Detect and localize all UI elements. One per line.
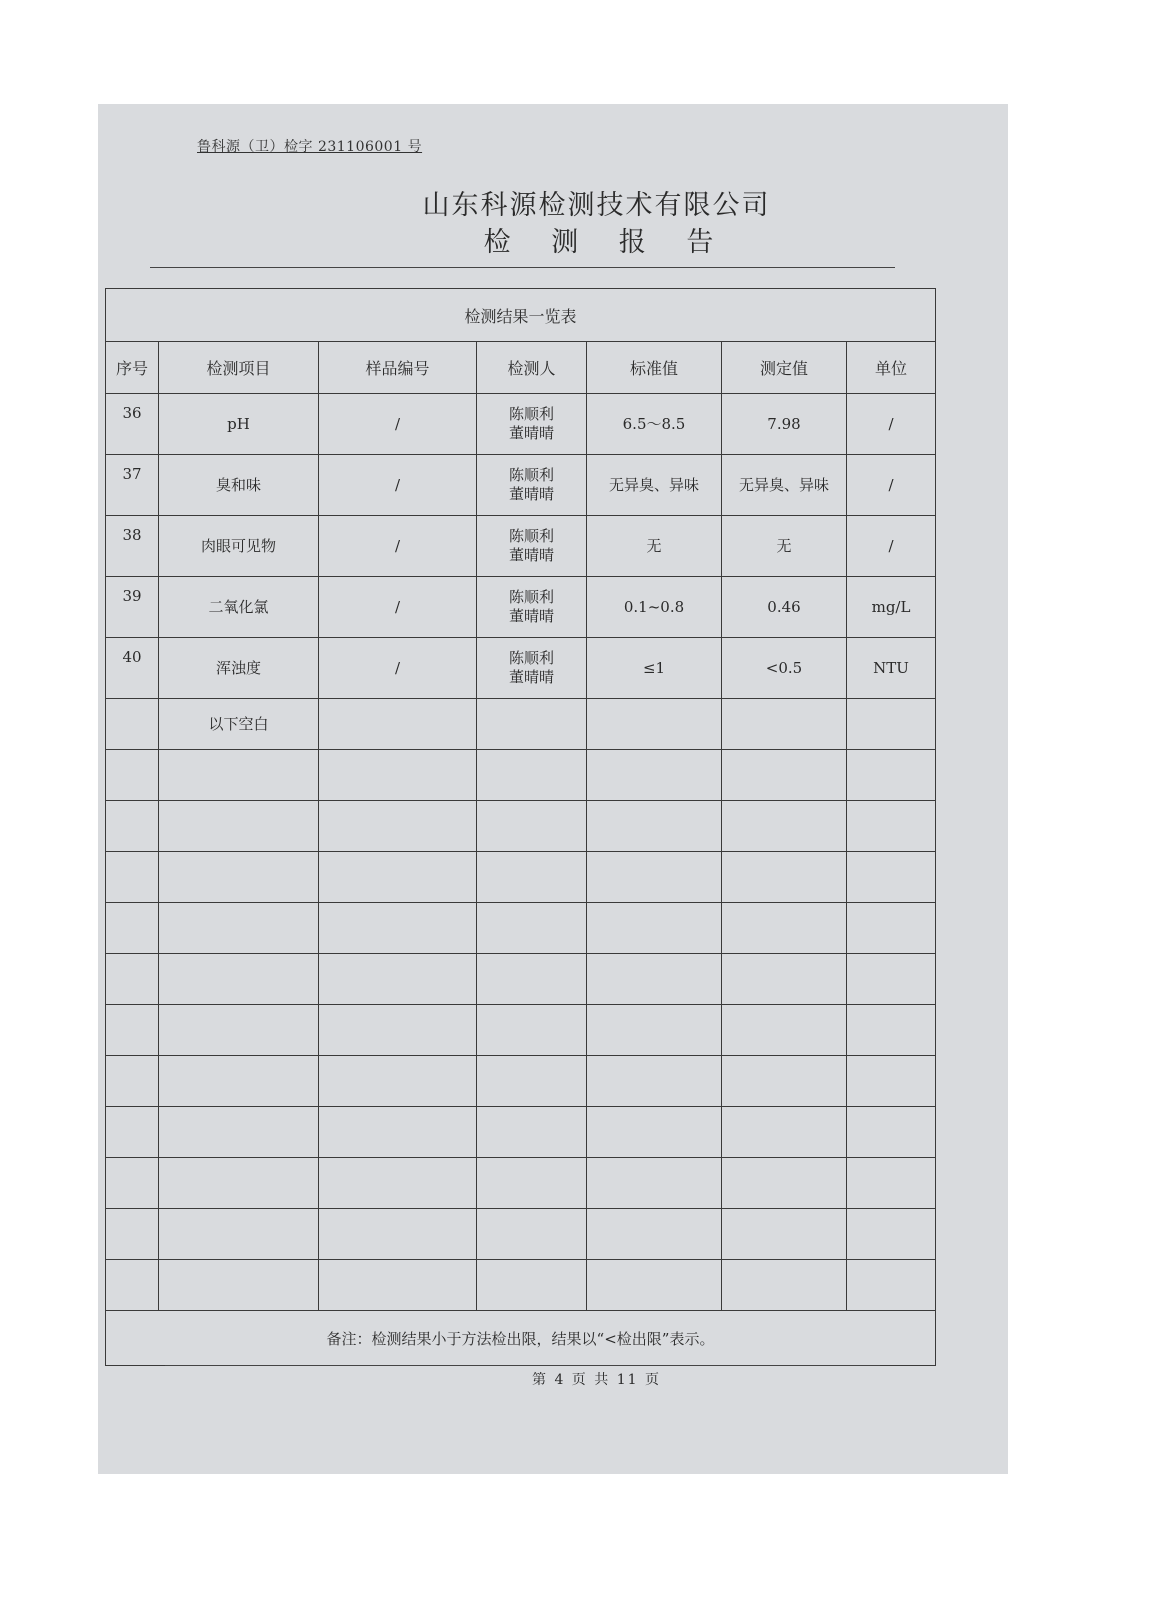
table-row xyxy=(106,455,936,516)
row-item: 肉眼可见物 xyxy=(159,516,319,577)
inspector-name: 陈顺利 xyxy=(508,527,554,545)
table-row xyxy=(106,638,936,699)
blank-row xyxy=(106,1107,936,1158)
footer-divider xyxy=(165,1365,880,1366)
row-inspector xyxy=(477,638,587,699)
inspector-name: 陈顺利 xyxy=(508,466,554,484)
blank-row xyxy=(106,1260,936,1311)
row-inspector xyxy=(477,516,587,577)
header-divider xyxy=(150,267,895,268)
row-unit: / xyxy=(847,516,936,577)
results-table-container xyxy=(105,288,935,1366)
row-measured: 无异臭、异味 xyxy=(722,455,847,516)
report-number: 鲁科源（卫）检字 231106001 号 xyxy=(197,139,423,155)
row-unit: mg/L xyxy=(847,577,936,638)
row-sample: / xyxy=(319,638,477,699)
row-measured: 7.98 xyxy=(722,394,847,455)
row-standard: 0.1~0.8 xyxy=(587,577,722,638)
row-seq: 37 xyxy=(106,455,159,516)
column-header: 样品编号 xyxy=(319,342,477,394)
inspector-name: 董晴晴 xyxy=(508,424,554,442)
blank-row xyxy=(106,1005,936,1056)
blank-row xyxy=(106,801,936,852)
table-row xyxy=(106,699,936,750)
blank-row xyxy=(106,903,936,954)
row-unit: / xyxy=(847,394,936,455)
row-measured: 0.46 xyxy=(722,577,847,638)
row-standard: 无异臭、异味 xyxy=(587,455,722,516)
blank-row xyxy=(106,852,936,903)
row-measured: 无 xyxy=(722,516,847,577)
column-header: 检测人 xyxy=(477,342,587,394)
row-sample: / xyxy=(319,516,477,577)
row-standard: 无 xyxy=(587,516,722,577)
table-note: 备注：检测结果小于方法检出限，结果以“<检出限”表示。 xyxy=(106,1311,936,1366)
row-standard: 6.5～8.5 xyxy=(587,394,722,455)
row-item: pH xyxy=(159,394,319,455)
column-header: 检测项目 xyxy=(159,342,319,394)
column-header: 单位 xyxy=(847,342,936,394)
row-item: 浑浊度 xyxy=(159,638,319,699)
table-row xyxy=(106,516,936,577)
inspector-name: 陈顺利 xyxy=(508,588,554,606)
company-name: 山东科源检测技术有限公司 xyxy=(422,190,771,221)
row-inspector xyxy=(477,577,587,638)
page-number: 第 4 页 共 11 页 xyxy=(532,1372,661,1388)
inspector-name: 董晴晴 xyxy=(508,668,554,686)
table-header-row xyxy=(106,342,936,394)
table-row xyxy=(106,577,936,638)
row-seq: 39 xyxy=(106,577,159,638)
row-seq: 40 xyxy=(106,638,159,699)
row-inspector xyxy=(477,394,587,455)
document-title: 检 测 报 告 xyxy=(483,227,730,258)
row-item: 臭和味 xyxy=(159,455,319,516)
row-unit: / xyxy=(847,455,936,516)
column-header: 序号 xyxy=(106,342,159,394)
blank-row xyxy=(106,954,936,1005)
row-standard: ≤1 xyxy=(587,638,722,699)
row-sample: / xyxy=(319,455,477,516)
row-inspector xyxy=(477,455,587,516)
row-seq: 38 xyxy=(106,516,159,577)
inspector-name: 陈顺利 xyxy=(508,649,554,667)
row-sample: / xyxy=(319,394,477,455)
end-marker: 以下空白 xyxy=(159,699,319,750)
blank-row xyxy=(106,750,936,801)
inspector-name: 董晴晴 xyxy=(508,607,554,625)
inspector-name: 董晴晴 xyxy=(508,485,554,503)
column-header: 测定值 xyxy=(722,342,847,394)
blank-row xyxy=(106,1056,936,1107)
row-item: 二氧化氯 xyxy=(159,577,319,638)
column-header: 标准值 xyxy=(587,342,722,394)
row-measured: <0.5 xyxy=(722,638,847,699)
results-table xyxy=(105,288,936,1366)
table-caption: 检测结果一览表 xyxy=(106,289,936,342)
blank-row xyxy=(106,1158,936,1209)
row-unit: NTU xyxy=(847,638,936,699)
blank-row xyxy=(106,1209,936,1260)
row-sample: / xyxy=(319,577,477,638)
inspector-name: 陈顺利 xyxy=(508,405,554,423)
table-row xyxy=(106,394,936,455)
row-seq: 36 xyxy=(106,394,159,455)
inspector-name: 董晴晴 xyxy=(508,546,554,564)
